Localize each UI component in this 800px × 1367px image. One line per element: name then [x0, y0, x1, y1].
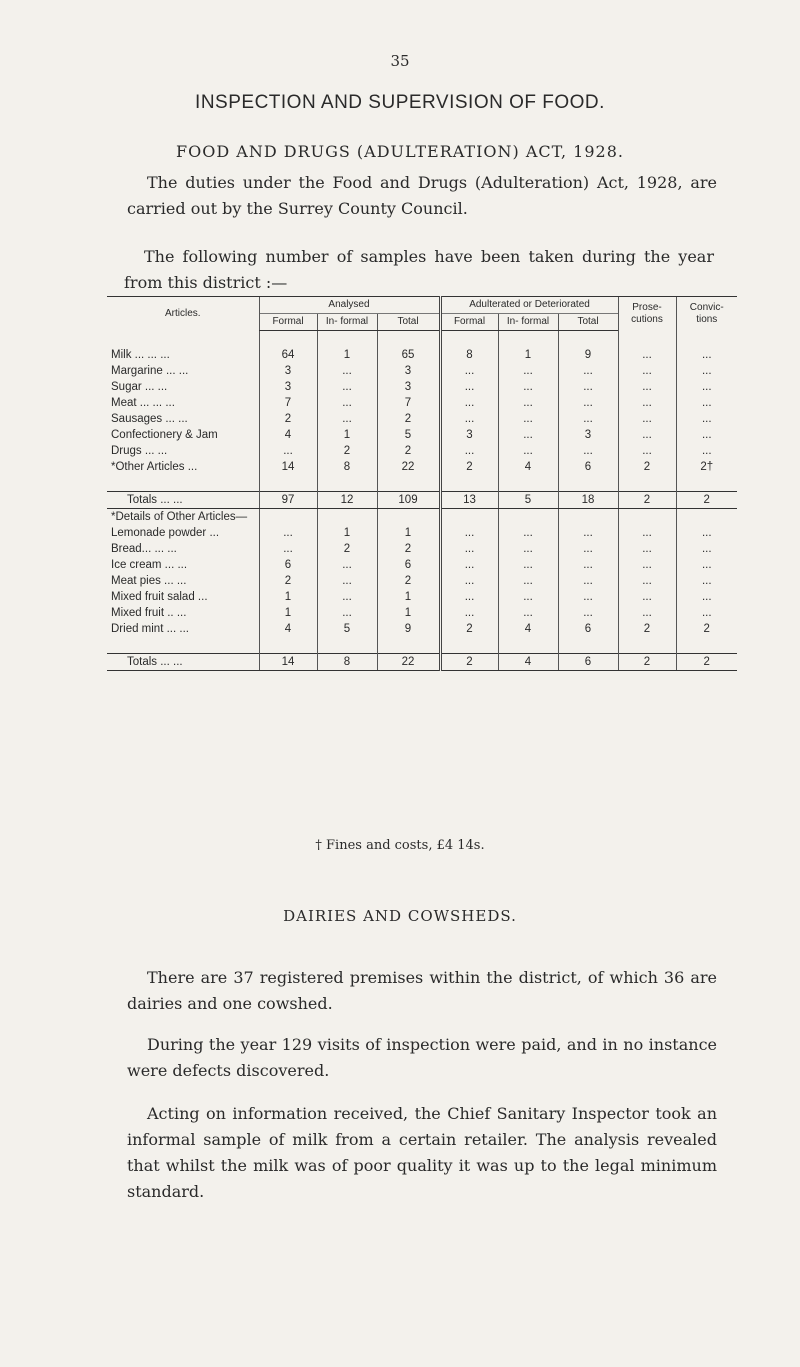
page-number: 35: [390, 52, 410, 70]
cell-analysed-formal: ...: [259, 541, 317, 557]
cell-convictions: ...: [676, 557, 737, 573]
dairies-paragraph-3: Acting on information received, the Chief Sanitary Inspector took an informal sample of milk from a certain retailer. The analysis revealed that whilst the milk was of poor quality it was up to the legal minimum standard.: [127, 1104, 717, 1201]
cell-convictions: 2†: [676, 459, 737, 475]
row-article: Meat ... ... ...: [111, 397, 175, 409]
table-row: [107, 605, 737, 621]
row-article: Meat pies ... ...: [111, 575, 187, 587]
cell-adulterated-informal: ...: [498, 363, 558, 379]
total-analysed-total: 109: [377, 492, 440, 509]
header-convictions: Convic- tions: [676, 297, 737, 331]
cell-adulterated-informal: 1: [498, 347, 558, 363]
header-prosecutions: Prose- cutions: [618, 297, 676, 331]
cell-adulterated-informal: ...: [498, 573, 558, 589]
cell-adulterated-informal: 4: [498, 621, 558, 637]
cell-prosecutions: ...: [618, 525, 676, 541]
cell-adulterated-formal: ...: [440, 443, 498, 459]
cell-analysed-formal: 1: [259, 605, 317, 621]
total-adulterated-formal: 13: [440, 492, 498, 509]
detail-total-adulterated-informal: 4: [498, 654, 558, 671]
cell-adulterated-formal: ...: [440, 379, 498, 395]
cell-adulterated-formal: 3: [440, 427, 498, 443]
cell-analysed-formal: ...: [259, 443, 317, 459]
cell-analysed-total: 1: [377, 589, 440, 605]
table-row: [107, 443, 737, 459]
row-article: Margarine ... ...: [111, 365, 189, 377]
cell-adulterated-total: ...: [558, 363, 618, 379]
cell-adulterated-informal: ...: [498, 379, 558, 395]
samples-table: [107, 296, 737, 671]
cell-analysed-informal: ...: [317, 379, 377, 395]
cell-adulterated-formal: 2: [440, 459, 498, 475]
row-article: Mixed fruit .. ...: [111, 607, 187, 619]
cell-adulterated-total: ...: [558, 443, 618, 459]
details-heading-row: [107, 509, 737, 526]
cell-prosecutions: ...: [618, 557, 676, 573]
cell-convictions: ...: [676, 395, 737, 411]
samples-paragraph: The following number of samples have been taken during the year from this district :—: [124, 247, 714, 292]
header-adulterated: Adulterated or Deteriorated: [440, 297, 618, 314]
cell-adulterated-total: 6: [558, 621, 618, 637]
cell-adulterated-total: 9: [558, 347, 618, 363]
dairies-paragraph-1: There are 37 registered premises within the district, of which 36 are dairies and one cowshed.: [127, 968, 717, 1013]
table-row: [107, 459, 737, 475]
cell-analysed-informal: 1: [317, 427, 377, 443]
cell-adulterated-total: 3: [558, 427, 618, 443]
cell-analysed-informal: ...: [317, 363, 377, 379]
table-row: [107, 363, 737, 379]
total-prosecutions: 2: [618, 492, 676, 509]
detail-total-analysed-formal: 14: [259, 654, 317, 671]
cell-convictions: ...: [676, 427, 737, 443]
cell-analysed-formal: 3: [259, 379, 317, 395]
header-adulterated-formal: Formal: [440, 314, 498, 331]
cell-analysed-informal: ...: [317, 573, 377, 589]
cell-analysed-informal: ...: [317, 605, 377, 621]
cell-analysed-formal: 2: [259, 573, 317, 589]
cell-analysed-total: 22: [377, 459, 440, 475]
row-article: Sugar ... ...: [111, 381, 168, 393]
cell-adulterated-informal: ...: [498, 525, 558, 541]
cell-adulterated-total: ...: [558, 605, 618, 621]
header-analysed-informal: In- formal: [317, 314, 377, 331]
cell-analysed-formal: ...: [259, 525, 317, 541]
fines-footnote: † Fines and costs, £4 14s.: [315, 838, 485, 853]
detail-total-analysed-informal: 8: [317, 654, 377, 671]
cell-analysed-total: 2: [377, 443, 440, 459]
cell-prosecutions: ...: [618, 411, 676, 427]
cell-analysed-formal: 7: [259, 395, 317, 411]
cell-prosecutions: ...: [618, 541, 676, 557]
detail-totals-label: Totals ... ...: [107, 654, 259, 671]
cell-prosecutions: ...: [618, 347, 676, 363]
cell-prosecutions: ...: [618, 605, 676, 621]
cell-prosecutions: ...: [618, 379, 676, 395]
table-row: [107, 621, 737, 637]
header-analysed-formal: Formal: [259, 314, 317, 331]
cell-adulterated-formal: ...: [440, 605, 498, 621]
cell-adulterated-formal: 8: [440, 347, 498, 363]
cell-adulterated-formal: ...: [440, 411, 498, 427]
cell-analysed-formal: 4: [259, 621, 317, 637]
cell-analysed-formal: 14: [259, 459, 317, 475]
cell-adulterated-total: ...: [558, 573, 618, 589]
detail-totals-row: [107, 654, 737, 671]
details-heading: *Details of Other Articles—: [111, 511, 248, 523]
cell-analysed-total: 1: [377, 605, 440, 621]
cell-analysed-informal: 1: [317, 347, 377, 363]
cell-prosecutions: ...: [618, 589, 676, 605]
total-analysed-formal: 97: [259, 492, 317, 509]
header-articles: Articles.: [107, 297, 259, 331]
cell-convictions: ...: [676, 605, 737, 621]
cell-adulterated-informal: ...: [498, 557, 558, 573]
detail-total-convictions: 2: [676, 654, 737, 671]
total-convictions: 2: [676, 492, 737, 509]
cell-analysed-formal: 64: [259, 347, 317, 363]
totals-row: [107, 492, 737, 509]
cell-analysed-total: 2: [377, 541, 440, 557]
cell-analysed-informal: 2: [317, 541, 377, 557]
cell-analysed-total: 65: [377, 347, 440, 363]
cell-convictions: ...: [676, 573, 737, 589]
cell-adulterated-total: ...: [558, 589, 618, 605]
cell-analysed-total: 5: [377, 427, 440, 443]
cell-convictions: 2: [676, 621, 737, 637]
cell-adulterated-total: ...: [558, 525, 618, 541]
cell-prosecutions: 2: [618, 459, 676, 475]
cell-adulterated-total: ...: [558, 541, 618, 557]
act-subtitle: FOOD AND DRUGS (ADULTERATION) ACT, 1928.: [176, 142, 624, 161]
cell-analysed-formal: 4: [259, 427, 317, 443]
header-analysed: Analysed: [259, 297, 440, 314]
cell-adulterated-informal: ...: [498, 605, 558, 621]
cell-analysed-total: 7: [377, 395, 440, 411]
cell-convictions: ...: [676, 443, 737, 459]
cell-convictions: ...: [676, 379, 737, 395]
cell-adulterated-formal: 2: [440, 621, 498, 637]
cell-adulterated-formal: ...: [440, 573, 498, 589]
cell-analysed-formal: 2: [259, 411, 317, 427]
cell-adulterated-total: ...: [558, 557, 618, 573]
table-row: [107, 589, 737, 605]
cell-convictions: ...: [676, 411, 737, 427]
page-title: INSPECTION AND SUPERVISION OF FOOD.: [195, 92, 605, 113]
table-row: [107, 395, 737, 411]
header-adulterated-total: Total: [558, 314, 618, 331]
cell-analysed-total: 1: [377, 525, 440, 541]
cell-convictions: ...: [676, 525, 737, 541]
row-article: Sausages ... ...: [111, 413, 188, 425]
total-adulterated-informal: 5: [498, 492, 558, 509]
cell-analysed-formal: 6: [259, 557, 317, 573]
cell-analysed-total: 9: [377, 621, 440, 637]
cell-adulterated-formal: ...: [440, 589, 498, 605]
table-row: [107, 379, 737, 395]
cell-prosecutions: ...: [618, 573, 676, 589]
detail-total-adulterated-formal: 2: [440, 654, 498, 671]
cell-analysed-informal: 1: [317, 525, 377, 541]
cell-analysed-informal: ...: [317, 589, 377, 605]
cell-adulterated-informal: ...: [498, 411, 558, 427]
row-article: Bread... ... ...: [111, 543, 177, 555]
cell-analysed-informal: 5: [317, 621, 377, 637]
totals-label: Totals ... ...: [107, 492, 259, 509]
cell-analysed-informal: ...: [317, 395, 377, 411]
cell-analysed-total: 2: [377, 411, 440, 427]
detail-total-analysed-total: 22: [377, 654, 440, 671]
cell-prosecutions: 2: [618, 621, 676, 637]
row-article: *Other Articles ...: [111, 461, 198, 473]
cell-adulterated-formal: ...: [440, 557, 498, 573]
cell-adulterated-informal: ...: [498, 427, 558, 443]
row-article: Lemonade powder ...: [111, 527, 220, 539]
header-analysed-total: Total: [377, 314, 440, 331]
cell-prosecutions: ...: [618, 427, 676, 443]
cell-convictions: ...: [676, 589, 737, 605]
cell-analysed-informal: ...: [317, 557, 377, 573]
table-row: [107, 557, 737, 573]
cell-prosecutions: ...: [618, 443, 676, 459]
cell-prosecutions: ...: [618, 395, 676, 411]
table-row: [107, 525, 737, 541]
detail-total-prosecutions: 2: [618, 654, 676, 671]
cell-analysed-informal: 8: [317, 459, 377, 475]
cell-adulterated-total: ...: [558, 411, 618, 427]
cell-adulterated-informal: ...: [498, 395, 558, 411]
total-analysed-informal: 12: [317, 492, 377, 509]
row-article: Drugs ... ...: [111, 445, 168, 457]
header-adulterated-informal: In- formal: [498, 314, 558, 331]
cell-analysed-formal: 3: [259, 363, 317, 379]
total-adulterated-total: 18: [558, 492, 618, 509]
row-article: Ice cream ... ...: [111, 559, 188, 571]
row-article: Dried mint ... ...: [111, 623, 189, 635]
cell-analysed-formal: 1: [259, 589, 317, 605]
cell-analysed-total: 6: [377, 557, 440, 573]
cell-analysed-informal: 2: [317, 443, 377, 459]
table-row: [107, 411, 737, 427]
cell-adulterated-formal: ...: [440, 395, 498, 411]
row-article: Milk ... ... ...: [111, 349, 170, 361]
table-row: [107, 427, 737, 443]
cell-convictions: ...: [676, 541, 737, 557]
dairies-paragraph-2: During the year 129 visits of inspection were paid, and in no instance were defects discovered.: [127, 1035, 717, 1080]
cell-adulterated-informal: ...: [498, 589, 558, 605]
cell-adulterated-total: ...: [558, 395, 618, 411]
row-article: Confectionery & Jam: [111, 429, 218, 441]
cell-adulterated-formal: ...: [440, 525, 498, 541]
cell-analysed-total: 2: [377, 573, 440, 589]
cell-adulterated-total: 6: [558, 459, 618, 475]
cell-adulterated-total: ...: [558, 379, 618, 395]
detail-total-adulterated-total: 6: [558, 654, 618, 671]
intro-paragraph: The duties under the Food and Drugs (Adulteration) Act, 1928, are carried out by the Surrey County Council.: [127, 173, 717, 218]
table-row: [107, 573, 737, 589]
cell-convictions: ...: [676, 363, 737, 379]
cell-prosecutions: ...: [618, 363, 676, 379]
table-row: [107, 541, 737, 557]
cell-adulterated-formal: ...: [440, 541, 498, 557]
cell-adulterated-informal: ...: [498, 541, 558, 557]
cell-convictions: ...: [676, 347, 737, 363]
row-article: Mixed fruit salad ...: [111, 591, 208, 603]
cell-adulterated-formal: ...: [440, 363, 498, 379]
cell-analysed-total: 3: [377, 379, 440, 395]
cell-adulterated-informal: ...: [498, 443, 558, 459]
table-row: [107, 347, 737, 363]
cell-adulterated-informal: 4: [498, 459, 558, 475]
cell-analysed-total: 3: [377, 363, 440, 379]
dairies-heading: DAIRIES AND COWSHEDS.: [283, 907, 517, 925]
cell-analysed-informal: ...: [317, 411, 377, 427]
